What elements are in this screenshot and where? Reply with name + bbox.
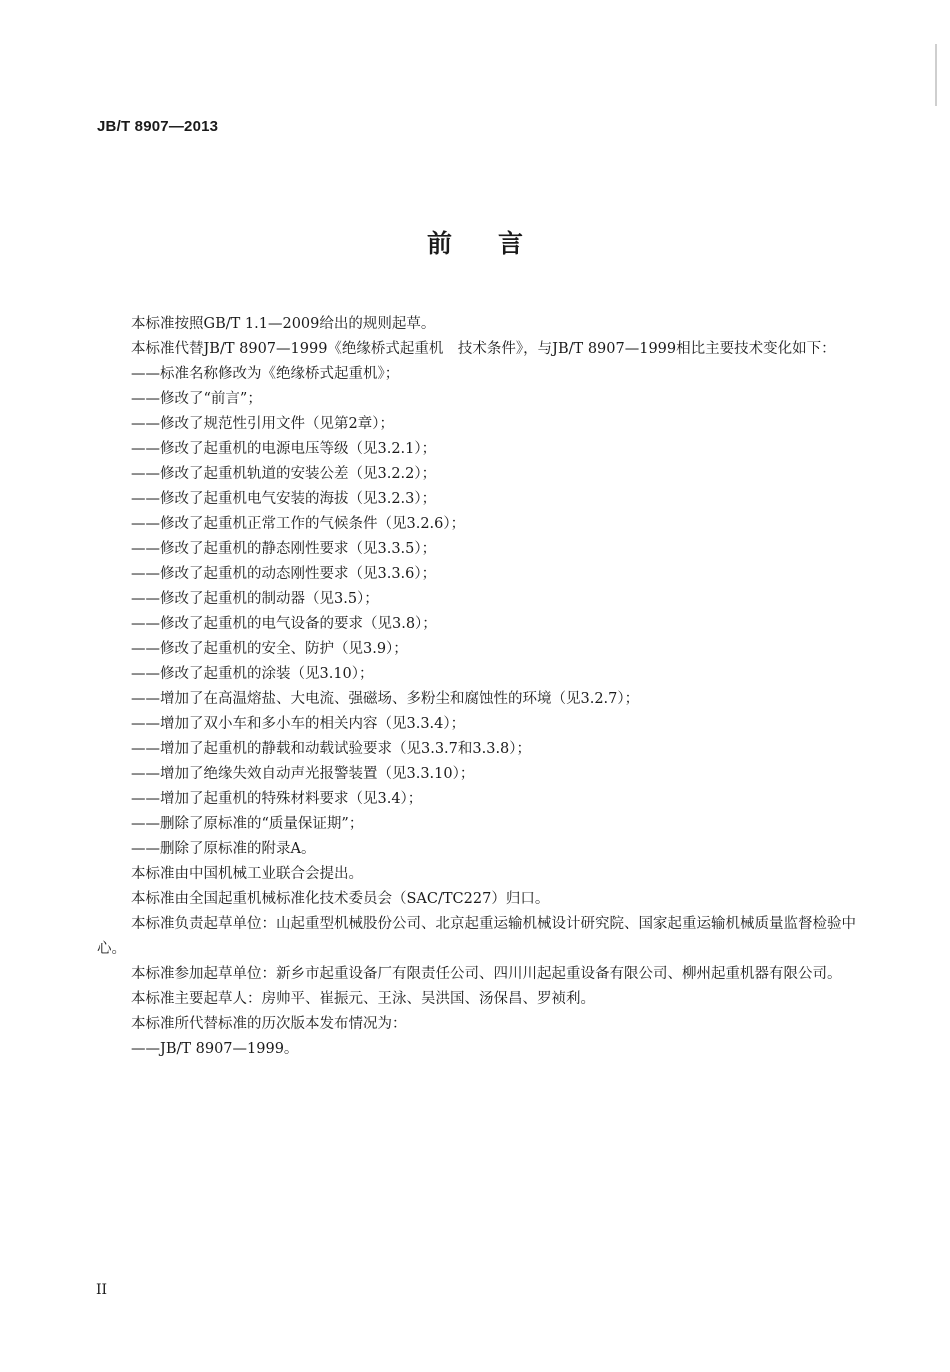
centralized-paragraph: 本标准由全国起重机械标准化技术委员会（SAC/TC227）归口。	[131, 891, 550, 907]
history-intro-paragraph: 本标准所代替标准的历次版本发布情况为：	[131, 1016, 407, 1032]
changes-list	[97, 362, 859, 862]
list-item: ——增加了在高温熔盐、大电流、强磁场、多粉尘和腐蚀性的环境（见3.2.7）；	[131, 691, 640, 707]
list-item: ——修改了起重机的电源电压等级（见3.2.1）；	[131, 441, 437, 457]
intro-paragraph: 本标准代替JB/T 8907—1999《绝缘桥式起重机 技术条件》，与JB/T 8907—1999相比主要技术变化如下：	[131, 341, 836, 357]
intro-paragraph: 本标准按照GB/T 1.1—2009给出的规则起草。	[131, 316, 436, 332]
list-item: ——修改了起重机电气安装的海拔（见3.2.3）；	[131, 491, 437, 507]
list-item: ——修改了起重机的安全、防护（见3.9）；	[131, 641, 408, 657]
lead-drafters-paragraph: 本标准负责起草单位：山起重型机械股份公司、北京起重运输机械设计研究院、国家起重运输机械质量监督检验中心。	[97, 916, 856, 957]
main-drafters-paragraph: 本标准主要起草人：房帅平、崔振元、王泳、吴洪国、汤保昌、罗祯利。	[131, 991, 595, 1007]
list-item: ——修改了起重机的动态刚性要求（见3.3.6）；	[131, 566, 437, 582]
standard-number: JB/T 8907—2013	[97, 118, 219, 135]
list-item: ——修改了“前言”；	[131, 391, 262, 407]
list-item: ——增加了绝缘失效自动声光报警装置（见3.3.10）；	[131, 766, 475, 782]
proposer-paragraph: 本标准由中国机械工业联合会提出。	[131, 866, 363, 882]
list-item: ——修改了起重机正常工作的气候条件（见3.2.6）；	[131, 516, 466, 532]
list-item: ——增加了双小车和多小车的相关内容（见3.3.4）；	[131, 716, 466, 732]
list-item: ——增加了起重机的静载和动载试验要求（见3.3.7和3.3.8）；	[131, 741, 532, 757]
page-number: II	[96, 1282, 108, 1298]
foreword-body	[97, 312, 859, 1062]
list-item: ——修改了起重机轨道的安装公差（见3.2.2）；	[131, 466, 437, 482]
list-item: ——修改了起重机的制动器（见3.5）；	[131, 591, 379, 607]
list-item: ——修改了起重机的静态刚性要求（见3.3.5）；	[131, 541, 437, 557]
list-item: ——标准名称修改为《绝缘桥式起重机》；	[131, 366, 400, 382]
list-item: ——删除了原标准的“质量保证期”；	[131, 816, 364, 832]
list-item: ——修改了规范性引用文件（见第2章）；	[131, 416, 394, 432]
participating-drafters-paragraph: 本标准参加起草单位：新乡市起重设备厂有限责任公司、四川川起起重设备有限公司、柳州起重机器有限公司。	[131, 966, 842, 982]
history-list	[97, 1037, 859, 1062]
list-item: ——增加了起重机的特殊材料要求（见3.4）；	[131, 791, 423, 807]
list-item: ——修改了起重机的涂装（见3.10）；	[131, 666, 374, 682]
list-item: ——删除了原标准的附录A。	[131, 841, 316, 857]
page-title: 前言	[426, 229, 569, 258]
list-item: ——JB/T 8907—1999。	[131, 1041, 299, 1057]
list-item: ——修改了起重机的电气设备的要求（见3.8）；	[131, 616, 437, 632]
scan-edge-mark	[935, 44, 937, 106]
